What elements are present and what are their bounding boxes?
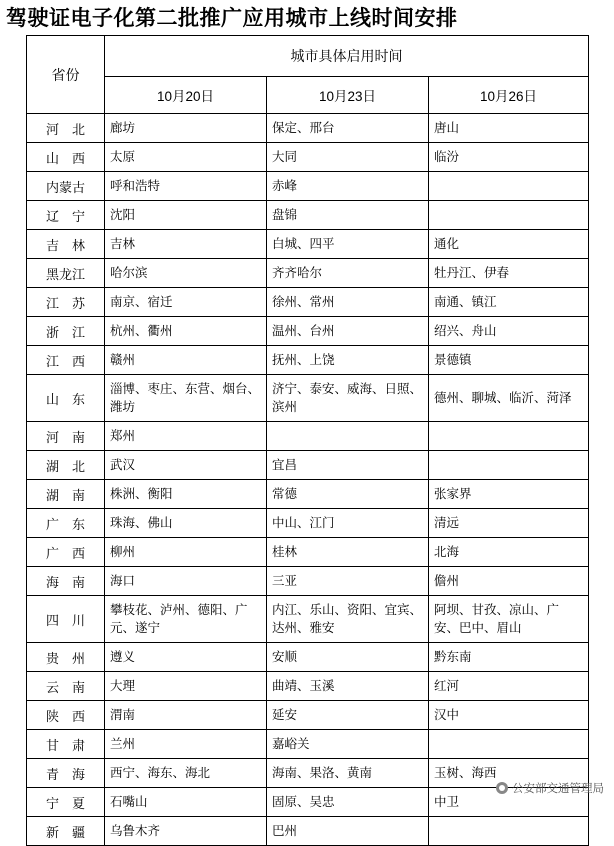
table-row bbox=[27, 451, 589, 480]
cities-cell-date-1: 南京、宿迁 bbox=[105, 288, 267, 317]
province-cell: 广 东 bbox=[27, 509, 105, 538]
cities-cell-date-1: 株洲、衡阳 bbox=[105, 480, 267, 509]
cities-cell-date-1: 乌鲁木齐 bbox=[105, 817, 267, 846]
province-cell: 贵 州 bbox=[27, 643, 105, 672]
province-cell: 甘 肃 bbox=[27, 730, 105, 759]
cities-cell-date-1: 珠海、佛山 bbox=[105, 509, 267, 538]
cities-cell-date-2: 保定、邢台 bbox=[267, 114, 429, 143]
cities-cell-date-1: 吉林 bbox=[105, 230, 267, 259]
table-row bbox=[27, 672, 589, 701]
cities-cell-date-3: 德州、聊城、临沂、菏泽 bbox=[429, 375, 589, 422]
province-cell: 四 川 bbox=[27, 596, 105, 643]
cities-cell-date-2: 宜昌 bbox=[267, 451, 429, 480]
cities-cell-date-3: 儋州 bbox=[429, 567, 589, 596]
schedule-table bbox=[26, 35, 589, 846]
province-cell: 山 西 bbox=[27, 143, 105, 172]
cities-cell-date-2: 曲靖、玉溪 bbox=[267, 672, 429, 701]
page-title: 驾驶证电子化第二批推广应用城市上线时间安排 bbox=[6, 6, 458, 30]
cities-cell-date-3: 南通、镇江 bbox=[429, 288, 589, 317]
header-row-top bbox=[27, 36, 589, 77]
cities-cell-date-1: 渭南 bbox=[105, 701, 267, 730]
province-cell: 黑龙江 bbox=[27, 259, 105, 288]
cities-cell-date-2: 安顺 bbox=[267, 643, 429, 672]
table-row bbox=[27, 730, 589, 759]
cities-cell-date-3: 汉中 bbox=[429, 701, 589, 730]
cities-cell-date-1: 兰州 bbox=[105, 730, 267, 759]
cities-cell-date-3: 中卫 bbox=[429, 788, 589, 817]
header-date-3: 10月26日 bbox=[429, 77, 589, 114]
province-cell: 河 北 bbox=[27, 114, 105, 143]
province-cell: 江 西 bbox=[27, 346, 105, 375]
cities-cell-date-1: 西宁、海东、海北 bbox=[105, 759, 267, 788]
province-cell: 江 苏 bbox=[27, 288, 105, 317]
cities-cell-date-1: 淄博、枣庄、东营、烟台、潍坊 bbox=[105, 375, 267, 422]
cities-cell-date-2: 桂林 bbox=[267, 538, 429, 567]
header-group: 城市具体启用时间 bbox=[105, 36, 589, 77]
table-row bbox=[27, 317, 589, 346]
header-date-2: 10月23日 bbox=[267, 77, 429, 114]
cities-cell-date-1: 哈尔滨 bbox=[105, 259, 267, 288]
table-row bbox=[27, 114, 589, 143]
cities-cell-date-2 bbox=[267, 422, 429, 451]
cities-cell-date-3 bbox=[429, 730, 589, 759]
province-cell: 辽 宁 bbox=[27, 201, 105, 230]
cities-cell-date-3: 红河 bbox=[429, 672, 589, 701]
cities-cell-date-2: 济宁、泰安、威海、日照、滨州 bbox=[267, 375, 429, 422]
header-province: 省份 bbox=[27, 36, 105, 114]
cities-cell-date-1: 柳州 bbox=[105, 538, 267, 567]
table-row bbox=[27, 643, 589, 672]
table-row bbox=[27, 230, 589, 259]
header-row-dates bbox=[27, 77, 589, 114]
cities-cell-date-3: 清远 bbox=[429, 509, 589, 538]
table-row bbox=[27, 346, 589, 375]
province-cell: 广 西 bbox=[27, 538, 105, 567]
province-cell: 吉 林 bbox=[27, 230, 105, 259]
cities-cell-date-3 bbox=[429, 201, 589, 230]
cities-cell-date-2: 延安 bbox=[267, 701, 429, 730]
cities-cell-date-2: 内江、乐山、资阳、宜宾、达州、雅安 bbox=[267, 596, 429, 643]
credit-text: 公安部交通管理局 bbox=[512, 783, 604, 795]
table-row bbox=[27, 201, 589, 230]
credit-watermark bbox=[496, 780, 604, 796]
table-row bbox=[27, 701, 589, 730]
cities-cell-date-1: 太原 bbox=[105, 143, 267, 172]
table-row bbox=[27, 375, 589, 422]
cities-cell-date-1: 武汉 bbox=[105, 451, 267, 480]
table-row bbox=[27, 480, 589, 509]
table-row bbox=[27, 143, 589, 172]
cities-cell-date-3: 牡丹江、伊春 bbox=[429, 259, 589, 288]
cities-cell-date-2: 海南、果洛、黄南 bbox=[267, 759, 429, 788]
cities-cell-date-2: 常德 bbox=[267, 480, 429, 509]
cities-cell-date-3 bbox=[429, 817, 589, 846]
cities-cell-date-2: 齐齐哈尔 bbox=[267, 259, 429, 288]
cities-cell-date-1: 遵义 bbox=[105, 643, 267, 672]
cities-cell-date-1: 呼和浩特 bbox=[105, 172, 267, 201]
table-row bbox=[27, 567, 589, 596]
cities-cell-date-1: 石嘴山 bbox=[105, 788, 267, 817]
cities-cell-date-1: 杭州、衢州 bbox=[105, 317, 267, 346]
cities-cell-date-3: 临汾 bbox=[429, 143, 589, 172]
cities-cell-date-3: 通化 bbox=[429, 230, 589, 259]
cities-cell-date-3: 唐山 bbox=[429, 114, 589, 143]
cities-cell-date-2: 赤峰 bbox=[267, 172, 429, 201]
weibo-icon bbox=[496, 782, 508, 794]
province-cell: 陕 西 bbox=[27, 701, 105, 730]
cities-cell-date-3 bbox=[429, 422, 589, 451]
table-row bbox=[27, 172, 589, 201]
province-cell: 湖 南 bbox=[27, 480, 105, 509]
province-cell: 山 东 bbox=[27, 375, 105, 422]
table-row bbox=[27, 288, 589, 317]
cities-cell-date-2: 徐州、常州 bbox=[267, 288, 429, 317]
table-row bbox=[27, 259, 589, 288]
cities-cell-date-3 bbox=[429, 451, 589, 480]
table-row bbox=[27, 596, 589, 643]
province-cell: 海 南 bbox=[27, 567, 105, 596]
table-row bbox=[27, 509, 589, 538]
cities-cell-date-3: 阿坝、甘孜、凉山、广安、巴中、眉山 bbox=[429, 596, 589, 643]
cities-cell-date-1: 郑州 bbox=[105, 422, 267, 451]
cities-cell-date-2: 温州、台州 bbox=[267, 317, 429, 346]
cities-cell-date-1: 海口 bbox=[105, 567, 267, 596]
schedule-table-wrapper bbox=[0, 35, 614, 846]
cities-cell-date-2: 白城、四平 bbox=[267, 230, 429, 259]
cities-cell-date-3 bbox=[429, 172, 589, 201]
cities-cell-date-2: 盘锦 bbox=[267, 201, 429, 230]
cities-cell-date-3: 北海 bbox=[429, 538, 589, 567]
cities-cell-date-3: 黔东南 bbox=[429, 643, 589, 672]
cities-cell-date-1: 大理 bbox=[105, 672, 267, 701]
province-cell: 浙 江 bbox=[27, 317, 105, 346]
cities-cell-date-2: 三亚 bbox=[267, 567, 429, 596]
cities-cell-date-3: 玉树、海西 bbox=[429, 759, 589, 788]
cities-cell-date-1: 攀枝花、泸州、德阳、广元、遂宁 bbox=[105, 596, 267, 643]
province-cell: 宁 夏 bbox=[27, 788, 105, 817]
header-date-1: 10月20日 bbox=[105, 77, 267, 114]
province-cell: 云 南 bbox=[27, 672, 105, 701]
cities-cell-date-3: 绍兴、舟山 bbox=[429, 317, 589, 346]
table-header bbox=[27, 36, 589, 114]
cities-cell-date-1: 廊坊 bbox=[105, 114, 267, 143]
cities-cell-date-3: 景德镇 bbox=[429, 346, 589, 375]
province-cell: 青 海 bbox=[27, 759, 105, 788]
cities-cell-date-1: 沈阳 bbox=[105, 201, 267, 230]
cities-cell-date-2: 抚州、上饶 bbox=[267, 346, 429, 375]
table-row bbox=[27, 538, 589, 567]
province-cell: 湖 北 bbox=[27, 451, 105, 480]
cities-cell-date-2: 大同 bbox=[267, 143, 429, 172]
cities-cell-date-2: 中山、江门 bbox=[267, 509, 429, 538]
province-cell: 内蒙古 bbox=[27, 172, 105, 201]
cities-cell-date-2: 嘉峪关 bbox=[267, 730, 429, 759]
cities-cell-date-2: 巴州 bbox=[267, 817, 429, 846]
table-row bbox=[27, 422, 589, 451]
table-body bbox=[27, 114, 589, 846]
cities-cell-date-3: 张家界 bbox=[429, 480, 589, 509]
cities-cell-date-2: 固原、吴忠 bbox=[267, 788, 429, 817]
province-cell: 河 南 bbox=[27, 422, 105, 451]
cities-cell-date-1: 赣州 bbox=[105, 346, 267, 375]
province-cell: 新 疆 bbox=[27, 817, 105, 846]
table-row bbox=[27, 817, 589, 846]
